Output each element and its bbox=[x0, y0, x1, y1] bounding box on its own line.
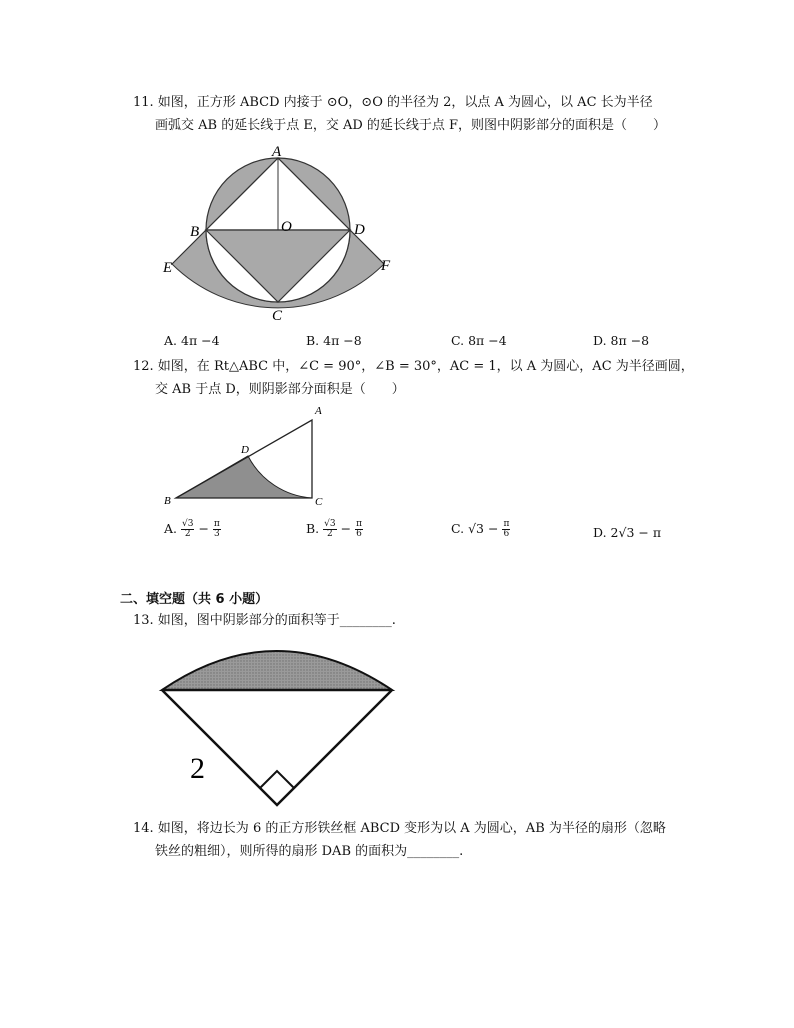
q11-label-b: B bbox=[190, 224, 200, 240]
q11-text-line2: 画弧交 AB 的延长线于点 E，交 AD 的延长线于点 F，则图中阴影部分的面积是（ ） bbox=[155, 118, 667, 133]
q12-text-line1: 12. 如图，在 Rt△ABC 中，∠C = 90°，∠B = 30°，AC = 1，以 A 为圆心，AC 为半径画圆， bbox=[133, 359, 694, 374]
q14-text-line2: 铁丝的粗细），则所得的扇形 DAB 的面积为________. bbox=[155, 844, 464, 859]
q11-text-line1: 11. 如图，正方形 ABCD 内接于 ⊙O，⊙O 的半径为 2，以点 A 为圆心，以 AC 长为半径 bbox=[133, 95, 653, 110]
section-title: 二、填空题（共 6 小题） bbox=[120, 592, 269, 607]
q11-option-a[interactable]: A. 4π −4 bbox=[164, 333, 220, 348]
q13-text-line1: 13. 如图，图中阴影部分的面积等于________. bbox=[133, 613, 396, 628]
q11-option-c[interactable]: C. 8π −4 bbox=[451, 333, 507, 348]
q13-right-angle-mark bbox=[260, 771, 294, 788]
q11-label-o: O bbox=[281, 219, 292, 235]
q13-sector-sides bbox=[162, 690, 392, 805]
q11-label-a: A bbox=[272, 144, 282, 160]
q13-shaded-segment bbox=[162, 651, 392, 690]
q12-label-b: B bbox=[164, 495, 171, 507]
q11-option-d[interactable]: D. 8π −8 bbox=[593, 333, 650, 348]
q11-option-b[interactable]: B. 4π −8 bbox=[306, 333, 362, 348]
q11-label-d: D bbox=[354, 222, 365, 238]
q12-label-a: A bbox=[315, 405, 322, 417]
q12-option-a[interactable]: A. $\frac{√3}{2}$ − $\frac{\pi}{3}$ bbox=[164, 519, 220, 539]
q11-label-f: F bbox=[381, 258, 391, 274]
q12-text-line2: 交 AB 于点 D，则阴影部分面积是（ ） bbox=[155, 382, 405, 397]
q12-option-c[interactable]: C. √3 − $\frac{\pi}{6}$ bbox=[451, 519, 510, 539]
q13-side-label: 2 bbox=[190, 752, 205, 785]
q12-label-d: D bbox=[241, 444, 249, 456]
q11-label-c: C bbox=[272, 308, 283, 324]
q12-option-b[interactable]: B. $\frac{√3}{2}$ − $\frac{\pi}{6}$ bbox=[306, 519, 362, 539]
q11-label-e: E bbox=[163, 260, 173, 276]
q12-label-c: C bbox=[315, 496, 323, 508]
q12-option-d[interactable]: D. 2√3 − π bbox=[593, 525, 662, 540]
q14-text-line1: 14. 如图，将边长为 6 的正方形铁丝框 ABCD 变形为以 A 为圆心，AB 为半径的扇形（忽略 bbox=[133, 821, 666, 836]
